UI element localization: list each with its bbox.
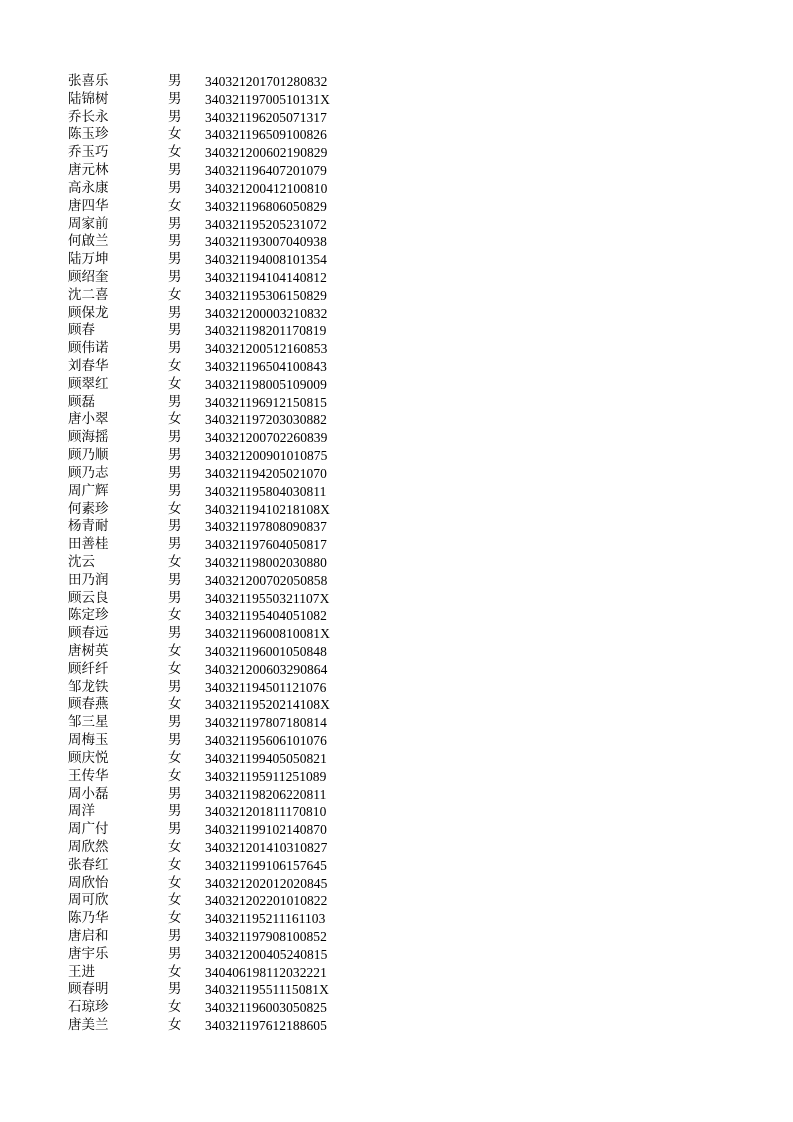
person-gender: 男 — [168, 678, 182, 695]
table-row — [68, 233, 368, 251]
person-id-number: 340321198002030880 — [205, 554, 327, 570]
person-id-number: 340321197808090837 — [205, 519, 327, 535]
person-name: 周小磊 — [68, 785, 109, 802]
person-name: 陈乃华 — [68, 910, 109, 927]
table-row — [68, 109, 368, 127]
person-name: 陆万坤 — [68, 251, 109, 268]
person-id-number: 340321195911251089 — [205, 768, 327, 784]
person-id-number: 340321200412100810 — [205, 180, 328, 196]
person-name: 周家前 — [68, 215, 109, 232]
table-row — [68, 964, 368, 982]
person-gender: 男 — [168, 732, 182, 749]
person-id-number: 340321195404051082 — [205, 608, 327, 624]
table-row — [68, 910, 368, 928]
person-id-number: 340321198005109009 — [205, 376, 327, 392]
person-id-number: 340321200512160853 — [205, 341, 328, 357]
table-row — [68, 376, 368, 394]
person-id-number: 340321200702050858 — [205, 572, 328, 588]
person-id-number: 34032119551115081X — [205, 982, 329, 998]
person-id-number: 34032119700510131X — [205, 91, 330, 107]
person-id-number: 340321193007040938 — [205, 234, 327, 250]
person-gender: 男 — [168, 393, 182, 410]
person-id-number: 340321196912150815 — [205, 394, 327, 410]
person-name: 唐树英 — [68, 643, 109, 659]
table-row — [68, 501, 368, 519]
person-gender: 女 — [168, 643, 182, 659]
table-row — [68, 732, 368, 750]
person-gender: 男 — [168, 340, 182, 357]
person-id-number: 340321201811170810 — [205, 804, 327, 820]
person-id-number: 340321200603290864 — [205, 661, 328, 677]
table-row — [68, 1017, 368, 1035]
person-id-number: 340321196001050848 — [205, 644, 327, 659]
person-id-number: 340321195804030811 — [205, 483, 327, 499]
table-row — [68, 287, 368, 305]
person-id-number: 340321199106157645 — [205, 857, 327, 873]
table-row — [68, 322, 368, 340]
person-name: 顾海摇 — [68, 429, 109, 446]
person-name: 王传华 — [68, 767, 109, 784]
table-row — [68, 251, 368, 269]
person-gender: 男 — [168, 233, 182, 250]
person-id-number: 340321196407201079 — [205, 163, 327, 179]
person-id-number: 340321196003050825 — [205, 1000, 327, 1016]
person-gender: 男 — [168, 251, 182, 268]
person-gender: 女 — [168, 286, 182, 303]
person-id-number: 340321198206220811 — [205, 786, 327, 802]
table-row — [68, 661, 368, 679]
person-id-number: 340406198112032221 — [205, 964, 327, 980]
table-row — [68, 643, 368, 661]
person-gender: 男 — [168, 482, 182, 499]
table-row — [68, 198, 368, 216]
table-row — [68, 607, 368, 625]
person-gender: 女 — [168, 892, 182, 909]
person-gender: 男 — [168, 589, 182, 606]
person-id-number: 340321201410310827 — [205, 839, 328, 855]
person-name: 陈定珍 — [68, 607, 109, 624]
person-name: 周欣然 — [68, 838, 109, 855]
table-row — [68, 839, 368, 857]
table-row — [68, 750, 368, 768]
person-id-number: 340321199102140870 — [205, 822, 327, 838]
person-name: 顾春明 — [68, 981, 109, 998]
person-name: 顾春燕 — [68, 696, 109, 713]
person-gender: 男 — [168, 215, 182, 232]
person-gender: 男 — [168, 108, 182, 125]
person-id-number: 340321200901010875 — [205, 448, 328, 464]
person-gender: 女 — [168, 358, 182, 374]
table-row — [68, 411, 368, 429]
person-gender: 女 — [168, 660, 182, 677]
person-gender: 女 — [168, 553, 182, 570]
table-row — [68, 483, 368, 501]
person-gender: 男 — [168, 803, 182, 820]
person-gender: 女 — [168, 126, 182, 143]
table-row — [68, 786, 368, 804]
person-name: 王进 — [68, 963, 95, 980]
person-gender: 女 — [168, 749, 182, 766]
person-gender: 男 — [168, 322, 182, 339]
person-id-number: 340321200003210832 — [205, 305, 328, 321]
person-gender: 女 — [168, 411, 182, 428]
person-gender: 女 — [168, 197, 182, 214]
person-gender: 男 — [168, 429, 182, 446]
person-gender: 男 — [168, 90, 182, 107]
table-row — [68, 892, 368, 910]
person-id-number: 340321197604050817 — [205, 537, 327, 553]
table-row — [68, 572, 368, 590]
table-row — [68, 394, 368, 412]
person-gender: 男 — [168, 268, 182, 285]
table-row — [68, 429, 368, 447]
person-id-number: 340321196205071317 — [205, 109, 327, 125]
person-id-number: 34032119600810081X — [205, 626, 330, 642]
person-gender: 男 — [168, 162, 182, 179]
person-gender: 男 — [168, 518, 182, 535]
person-gender: 男 — [168, 625, 182, 642]
table-row — [68, 946, 368, 964]
person-id-number: 340321196504100843 — [205, 359, 327, 374]
person-name: 何啟兰 — [68, 233, 109, 250]
person-name: 沈二喜 — [68, 286, 109, 303]
person-name: 沈云 — [68, 553, 95, 570]
person-gender: 女 — [168, 144, 182, 161]
table-row — [68, 180, 368, 198]
person-gender: 男 — [168, 714, 182, 731]
person-name: 唐启和 — [68, 928, 109, 944]
person-gender: 男 — [168, 464, 182, 481]
table-row — [68, 999, 368, 1017]
person-gender: 女 — [168, 375, 182, 392]
person-name: 唐元林 — [68, 162, 109, 179]
person-gender: 女 — [168, 999, 182, 1016]
person-gender: 女 — [168, 963, 182, 980]
person-name: 唐宇乐 — [68, 945, 109, 962]
table-row — [68, 162, 368, 180]
person-gender: 男 — [168, 179, 182, 196]
person-name: 顾磊 — [68, 393, 95, 410]
person-gender: 男 — [168, 981, 182, 998]
person-id-number: 340321197908100852 — [205, 929, 327, 944]
table-row — [68, 536, 368, 554]
person-id-number: 340321194008101354 — [205, 252, 327, 268]
person-gender: 男 — [168, 945, 182, 962]
person-id-number: 340321197203030882 — [205, 412, 327, 428]
person-id-number: 340321195211161103 — [205, 911, 326, 927]
person-gender: 男 — [168, 73, 182, 89]
person-id-number: 340321195306150829 — [205, 287, 327, 303]
person-gender: 男 — [168, 785, 182, 802]
person-name: 田善桂 — [68, 536, 109, 553]
person-id-number: 340321197807180814 — [205, 715, 327, 731]
person-id-number: 340321195606101076 — [205, 733, 327, 749]
person-id-number: 340321199405050821 — [205, 750, 327, 766]
person-name: 顾伟诺 — [68, 340, 109, 357]
person-name: 顾云良 — [68, 589, 109, 606]
table-row — [68, 981, 368, 999]
person-gender: 女 — [168, 874, 182, 891]
table-row — [68, 447, 368, 465]
person-name: 乔玉巧 — [68, 144, 109, 161]
table-row — [68, 803, 368, 821]
person-name: 周梅玉 — [68, 732, 109, 749]
person-name: 陆锦树 — [68, 90, 109, 107]
person-name: 顾乃顺 — [68, 447, 109, 464]
person-id-number: 34032119410218108X — [205, 501, 330, 517]
person-id-number: 340321195205231072 — [205, 216, 327, 232]
person-id-number: 34032119550321107X — [205, 590, 330, 606]
table-row — [68, 875, 368, 893]
person-name: 顾绍奎 — [68, 268, 109, 285]
person-gender: 女 — [168, 607, 182, 624]
person-gender: 女 — [168, 1017, 182, 1034]
table-row — [68, 126, 368, 144]
person-name: 唐小翠 — [68, 411, 109, 428]
person-name: 邹三星 — [68, 714, 109, 731]
person-gender: 男 — [168, 928, 182, 944]
person-name: 顾春 — [68, 322, 95, 339]
person-gender: 男 — [168, 571, 182, 588]
person-name: 唐美兰 — [68, 1017, 109, 1034]
person-name: 何素珍 — [68, 500, 109, 517]
table-row — [68, 768, 368, 786]
table-row — [68, 590, 368, 608]
table-row — [68, 465, 368, 483]
person-name: 顾保龙 — [68, 304, 109, 321]
person-gender: 女 — [168, 910, 182, 927]
person-gender: 男 — [168, 536, 182, 553]
table-row — [68, 269, 368, 287]
person-gender: 男 — [168, 821, 182, 838]
table-row — [68, 625, 368, 643]
person-id-number: 340321194104140812 — [205, 269, 327, 285]
person-name: 唐四华 — [68, 197, 109, 214]
person-id-number: 340321202012020845 — [205, 875, 328, 891]
person-id-number: 340321198201170819 — [205, 323, 327, 339]
table-row — [68, 518, 368, 536]
person-id-number: 340321196509100826 — [205, 127, 327, 143]
table-row — [68, 554, 368, 572]
person-id-number: 34032119520214108X — [205, 697, 330, 713]
person-name: 顾庆悦 — [68, 749, 109, 766]
person-name: 周广辉 — [68, 482, 109, 499]
roster-list — [68, 73, 368, 1035]
person-name: 乔长永 — [68, 108, 109, 125]
person-name: 张春红 — [68, 856, 109, 873]
person-name: 周广付 — [68, 821, 109, 838]
person-id-number: 340321196806050829 — [205, 198, 327, 214]
table-row — [68, 696, 368, 714]
person-name: 顾乃志 — [68, 464, 109, 481]
person-id-number: 340321200702260839 — [205, 430, 328, 446]
person-name: 周洋 — [68, 803, 95, 820]
person-name: 石琼珍 — [68, 999, 109, 1016]
person-gender: 女 — [168, 838, 182, 855]
table-row — [68, 305, 368, 323]
person-name: 顾纤纤 — [68, 660, 109, 677]
person-id-number: 340321197612188605 — [205, 1018, 327, 1034]
person-gender: 女 — [168, 856, 182, 873]
person-gender: 女 — [168, 767, 182, 784]
person-name: 顾春远 — [68, 625, 109, 642]
person-name: 邹龙铁 — [68, 678, 109, 695]
person-name: 高永康 — [68, 179, 109, 196]
person-id-number: 340321202201010822 — [205, 893, 328, 909]
person-name: 顾翠红 — [68, 375, 109, 392]
person-name: 周欣怡 — [68, 874, 109, 891]
person-id-number: 340321194501121076 — [205, 679, 327, 695]
person-gender: 女 — [168, 696, 182, 713]
person-name: 张喜乐 — [68, 73, 109, 89]
person-name: 杨青耐 — [68, 518, 109, 535]
person-name: 田乃润 — [68, 571, 109, 588]
table-row — [68, 144, 368, 162]
table-row — [68, 340, 368, 358]
table-row — [68, 679, 368, 697]
table-row — [68, 857, 368, 875]
person-id-number: 340321200405240815 — [205, 946, 328, 962]
person-name: 周可欣 — [68, 892, 109, 909]
person-id-number: 340321201701280832 — [205, 74, 328, 89]
table-row — [68, 821, 368, 839]
person-id-number: 340321194205021070 — [205, 465, 327, 481]
person-gender: 男 — [168, 304, 182, 321]
person-id-number: 340321200602190829 — [205, 145, 328, 161]
table-row — [68, 358, 368, 376]
table-row — [68, 216, 368, 234]
table-row — [68, 928, 368, 946]
table-row — [68, 91, 368, 109]
person-gender: 男 — [168, 447, 182, 464]
table-row — [68, 73, 368, 91]
person-name: 刘春华 — [68, 358, 109, 374]
table-row — [68, 714, 368, 732]
person-gender: 女 — [168, 500, 182, 517]
person-name: 陈玉珍 — [68, 126, 109, 143]
